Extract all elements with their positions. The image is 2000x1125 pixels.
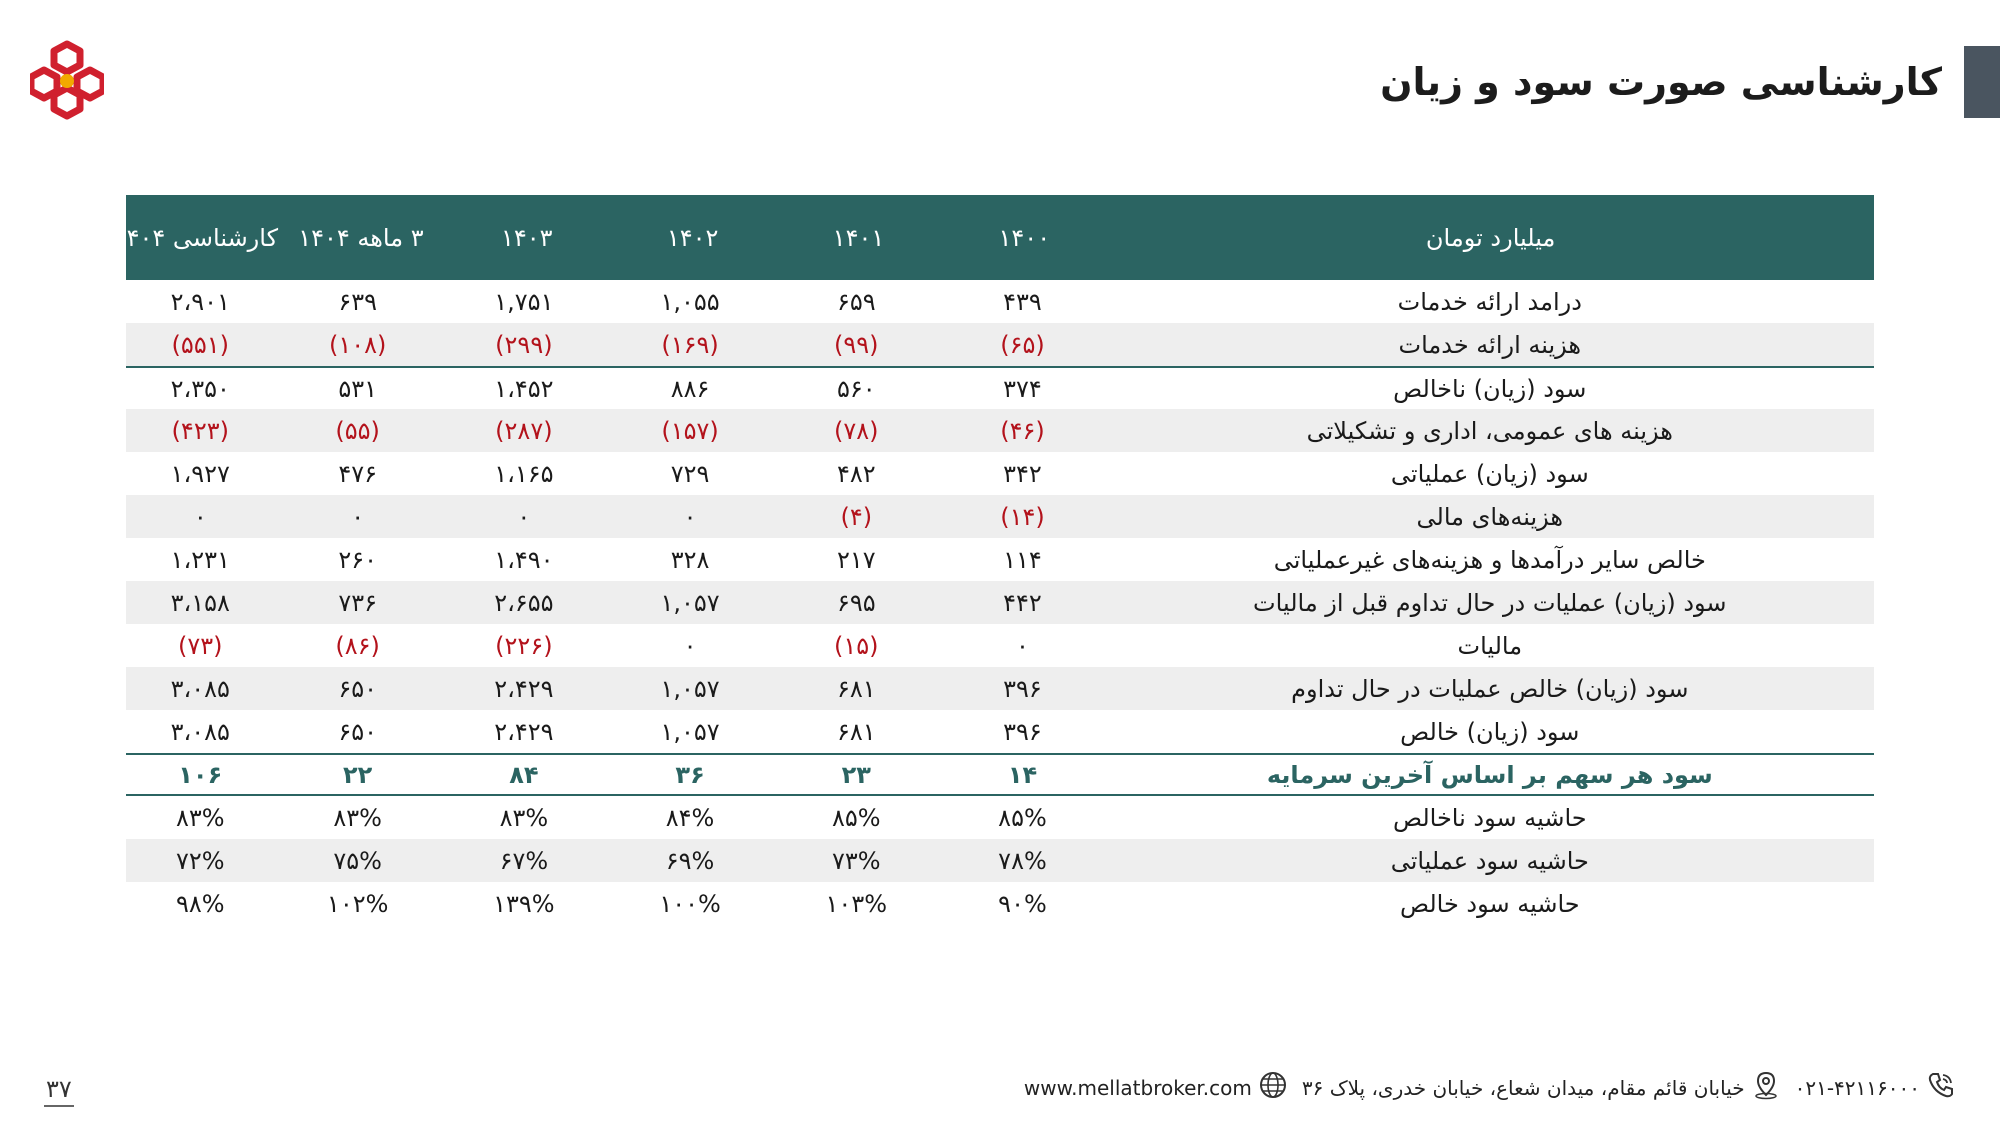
address-item xyxy=(1302,1070,1781,1105)
table-cell: (۹۹) xyxy=(834,330,879,359)
header-year-1400: ۱۴۰۰ xyxy=(998,223,1051,252)
header-unit: میلیارد تومان xyxy=(1425,223,1556,252)
table-cell: ۶۵۹ xyxy=(836,287,876,316)
table-cell: ۳۹۶ xyxy=(1003,674,1042,703)
table-cell: ۹۰% xyxy=(998,889,1047,918)
table-cell: ۸۳% xyxy=(175,803,225,832)
table-cell: (۱۶۹) xyxy=(661,330,719,359)
table-cell: ۰ xyxy=(351,502,365,531)
table-cell: (۷۸) xyxy=(834,416,879,445)
table-cell: ۶۹% xyxy=(665,846,715,875)
table-cell: ۵۳۱ xyxy=(338,374,377,403)
table-row xyxy=(126,796,1874,839)
table-cell: ۷۵% xyxy=(333,846,382,875)
table-cell: ۱۳۹% xyxy=(493,889,555,918)
table-cell: ۶۸۱ xyxy=(836,674,876,703)
row-label: سود (زیان) خالص عملیات در حال تداوم xyxy=(1291,674,1689,703)
table-cell: ۷۲۹ xyxy=(670,459,710,488)
header-year-1401: ۱۴۰۱ xyxy=(832,223,885,252)
table-cell: ۸۸۶ xyxy=(670,374,710,403)
row-label: حاشیه سود خالص xyxy=(1399,889,1580,918)
table-body xyxy=(126,280,1874,925)
table-cell: ۳،۰۸۵ xyxy=(170,674,230,703)
table-cell: ۲،۹۰۱ xyxy=(170,287,230,316)
header-3month-1404: ۳ ماهه ۱۴۰۴ xyxy=(298,223,424,252)
header-forecast-1404: کارشناسی ۱۴۰۴ xyxy=(113,223,278,252)
table-cell: ۳۴۲ xyxy=(1003,459,1042,488)
table-cell: ۱,۰۵۷ xyxy=(660,717,720,746)
table-row xyxy=(126,667,1874,710)
table-cell: (۵۵۱) xyxy=(171,330,229,359)
table-cell: ۸۵% xyxy=(998,803,1047,832)
table-cell: ۳،۰۸۵ xyxy=(170,717,230,746)
table-cell: (۴۶) xyxy=(1000,416,1045,445)
table-cell: ۱۱۴ xyxy=(1003,545,1042,574)
table-cell: (۷۳) xyxy=(178,631,223,660)
location-pin-icon xyxy=(1751,1070,1781,1105)
table-cell: (۱۵) xyxy=(834,631,879,660)
page-number: ۳۷ xyxy=(44,1075,74,1107)
table-cell: ۲،۴۲۹ xyxy=(494,717,554,746)
row-label: سود (زیان) ناخالص xyxy=(1393,374,1587,403)
table-cell: ۶۵۰ xyxy=(338,674,377,703)
header-year-1402: ۱۴۰۲ xyxy=(666,223,719,252)
table-cell: ۸۳% xyxy=(499,803,549,832)
table-header xyxy=(113,195,1874,280)
row-label: خالص سایر درآمدها و هزینه‌های غیرعملیاتی xyxy=(1273,545,1706,574)
table-cell: ۲۲ xyxy=(343,760,373,789)
table-cell: ۴۳۹ xyxy=(1003,287,1042,316)
row-label: مالیات xyxy=(1457,631,1523,660)
row-label: هزینه ارائه خدمات xyxy=(1398,330,1582,359)
row-label: سود (زیان) خالص xyxy=(1400,717,1580,746)
table-cell: ۱،۲۳۱ xyxy=(170,545,230,574)
table-cell: ۲،۴۲۹ xyxy=(494,674,554,703)
table-cell: ۰ xyxy=(1016,631,1029,660)
website-link[interactable]: www.mellatbroker.com xyxy=(1023,1075,1252,1100)
table-cell: ۶۷% xyxy=(499,846,549,875)
table-cell: ۱,۷۵۱ xyxy=(494,287,554,316)
table-cell: (۸۶) xyxy=(335,631,380,660)
table-cell: (۲۸۷) xyxy=(495,416,553,445)
table-cell: ۱۰۲% xyxy=(326,889,389,918)
title-bar xyxy=(1380,46,2000,118)
table-row xyxy=(126,581,1874,624)
table-cell: (۴۲۳) xyxy=(171,416,229,445)
table-cell: ۰ xyxy=(193,502,207,531)
table-cell: ۷۳۶ xyxy=(338,588,377,617)
table-cell: ۲۶۰ xyxy=(338,545,377,574)
table-cell: ۴۴۲ xyxy=(1003,588,1042,617)
phone-icon xyxy=(1926,1070,1956,1105)
table-cell: ۶۸۱ xyxy=(836,717,876,746)
contact-info xyxy=(1024,1070,1956,1105)
row-label: سود (زیان) عملیاتی xyxy=(1390,459,1589,488)
table-cell: ۳،۱۵۸ xyxy=(170,588,230,617)
table-row xyxy=(126,624,1874,667)
table-cell: ۳۷۴ xyxy=(1003,374,1042,403)
page-title: کارشناسی صورت سود و زیان xyxy=(1380,60,1942,104)
globe-icon xyxy=(1258,1070,1288,1105)
row-label: سود هر سهم بر اساس آخرین سرمایه xyxy=(1266,760,1713,789)
table-cell: ۱،۴۵۲ xyxy=(494,374,554,403)
table-cell: ۰ xyxy=(683,502,697,531)
table-row xyxy=(126,280,1874,323)
table-row xyxy=(126,323,1874,366)
table-cell: ۲۱۷ xyxy=(836,545,876,574)
header-year-1403: ۱۴۰۳ xyxy=(500,223,553,252)
table-cell: ۱،۴۹۰ xyxy=(494,545,554,574)
table-cell: ۶۵۰ xyxy=(338,717,377,746)
phone-text: ۰۲۱-۴۲۱۱۶۰۰۰ xyxy=(1794,1075,1920,1100)
website-item[interactable] xyxy=(1024,1070,1288,1105)
table-row xyxy=(126,409,1874,452)
phone-item xyxy=(1795,1070,1956,1105)
table-cell: ۱،۹۲۷ xyxy=(170,459,230,488)
row-label: حاشیه سود ناخالص xyxy=(1392,803,1587,832)
table-cell: ۷۳% xyxy=(831,846,881,875)
table-cell: ۶۹۵ xyxy=(836,588,876,617)
table-cell: ۸۴ xyxy=(509,760,539,789)
table-cell: ۰ xyxy=(517,502,531,531)
income-statement-table xyxy=(113,195,1874,925)
row-label: هزینه‌های مالی xyxy=(1416,502,1564,531)
table-row xyxy=(126,710,1874,753)
row-label: درامد ارائه خدمات xyxy=(1397,287,1582,316)
table-cell: ۱۰۶ xyxy=(178,760,223,789)
table-row xyxy=(126,839,1874,882)
table-cell: ۲،۳۵۰ xyxy=(170,374,230,403)
table-cell: ۱۰۳% xyxy=(825,889,888,918)
table-cell: (۱۰۸) xyxy=(328,330,387,359)
table-row xyxy=(126,882,1874,925)
table-cell: ۷۸% xyxy=(998,846,1047,875)
table-row xyxy=(126,753,1874,796)
table-cell: ۴۸۲ xyxy=(836,459,876,488)
table-cell: ۱۰۰% xyxy=(659,889,721,918)
table-cell: (۱۵۷) xyxy=(661,416,719,445)
table-cell: (۲۲۶) xyxy=(495,631,553,660)
table-cell: ۳۹۶ xyxy=(1003,717,1042,746)
table-row xyxy=(126,538,1874,581)
table-row xyxy=(126,452,1874,495)
table-cell: ۱۴ xyxy=(1007,760,1038,789)
table-row xyxy=(126,366,1874,409)
table-cell: ۹۸% xyxy=(175,889,225,918)
table-cell: ۸۳% xyxy=(333,803,382,832)
table-cell: ۱,۰۵۷ xyxy=(660,674,720,703)
table-cell: ۷۲% xyxy=(175,846,225,875)
table-cell: (۶۵) xyxy=(1000,330,1045,359)
table-cell: ۱,۰۵۷ xyxy=(660,588,720,617)
table-cell: ۴۷۶ xyxy=(338,459,377,488)
title-accent-bar-thin xyxy=(1964,46,1976,118)
table-cell: ۸۵% xyxy=(831,803,881,832)
footer xyxy=(0,1071,2000,1111)
table-cell: (۲۹۹) xyxy=(495,330,553,359)
table-cell: ۲،۶۵۵ xyxy=(494,588,554,617)
table-cell: ۲۳ xyxy=(841,760,871,789)
table-cell: ۳۲۸ xyxy=(670,545,710,574)
table-cell: ۵۶۰ xyxy=(836,374,876,403)
title-accent-bar xyxy=(1976,46,2000,118)
row-label: هزینه های عمومی، اداری و تشکیلاتی xyxy=(1306,416,1673,445)
table-cell: ۱,۰۵۵ xyxy=(660,287,720,316)
table-cell: ۰ xyxy=(683,631,697,660)
table-cell: (۴) xyxy=(840,502,873,531)
table-cell: ۸۴% xyxy=(665,803,715,832)
table-cell: (۵۵) xyxy=(335,416,380,445)
row-label: سود (زیان) عملیات در حال تداوم قبل از مالیات xyxy=(1253,588,1727,617)
address-text: خیابان قائم مقام، میدان شعاع، خیابان خدری، پلاک ۳۶ xyxy=(1301,1075,1745,1100)
table-cell: (۱۴) xyxy=(1000,502,1045,531)
table-cell: ۳۶ xyxy=(675,760,705,789)
table-cell: ۶۳۹ xyxy=(338,287,377,316)
company-logo xyxy=(30,40,104,120)
table-row xyxy=(126,495,1874,538)
row-label: حاشیه سود عملیاتی xyxy=(1390,846,1589,875)
table-cell: ۱،۱۶۵ xyxy=(494,459,554,488)
